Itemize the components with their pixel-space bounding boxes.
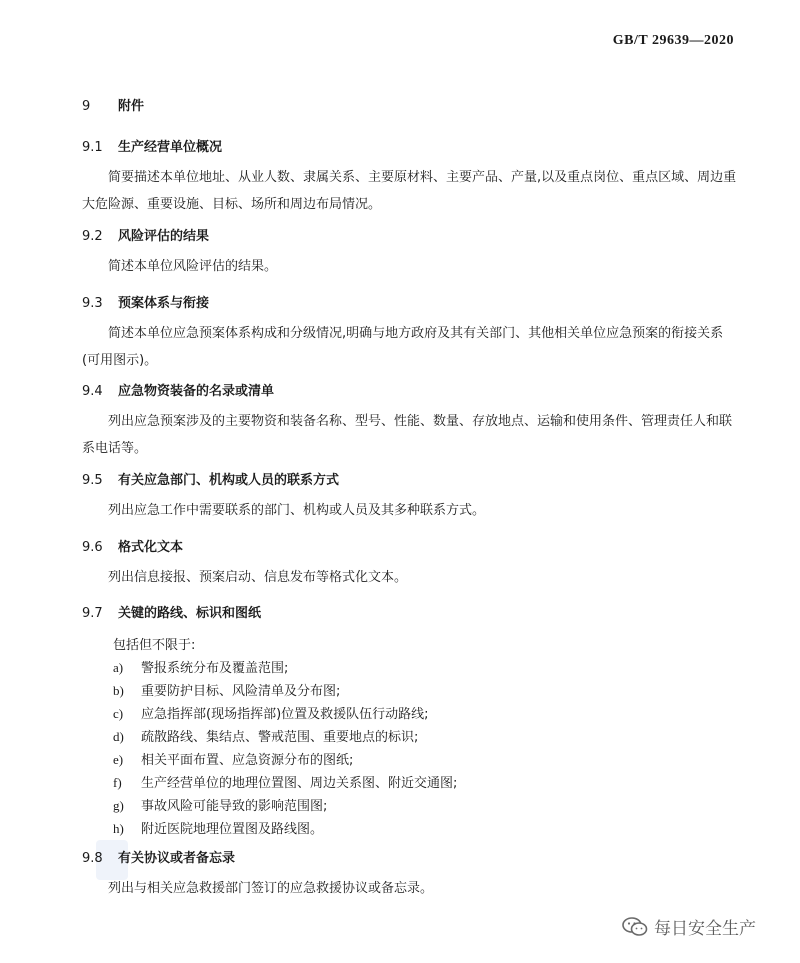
subsection-heading-9-7: 9.7 关键的路线、标识和图纸	[82, 606, 262, 621]
list-item: e) 相关平面布置、应急资源分布的图纸;	[113, 752, 354, 768]
section-heading	[82, 95, 144, 114]
list-item: h) 附近医院地理位置图及路线图。	[113, 821, 324, 837]
list-item: f) 生产经营单位的地理位置图、周边关系图、附近交通图;	[113, 775, 458, 791]
paragraph-9-4: 列出应急预案涉及的主要物资和装备名称、型号、性能、数量、存放地点、运输和使用条件、管理责任人和联系电话等。	[82, 414, 733, 456]
paragraph-9-2: 简述本单位风险评估的结果。	[108, 259, 278, 274]
subsection-heading-9-8: 9.8 有关协议或者备忘录	[82, 851, 236, 866]
paragraph-9-6: 列出信息接报、预案启动、信息发布等格式化文本。	[108, 570, 408, 585]
section-title: 附件	[118, 99, 145, 114]
subsection-heading-9-4: 9.4 应急物资装备的名录或清单	[82, 384, 275, 399]
subsection-heading-9-5: 9.5 有关应急部门、机构或人员的联系方式	[82, 473, 340, 488]
subsection-heading-9-2: 9.2 风险评估的结果	[82, 229, 210, 244]
list-item: b) 重要防护目标、风险清单及分布图;	[113, 683, 341, 699]
watermark-text: 每日安全生产	[654, 919, 756, 939]
wechat-icon	[622, 916, 648, 938]
paragraph-9-1: 简要描述本单位地址、从业人数、隶属关系、主要原材料、主要产品、产量,以及重点岗位、重点区域、周边重大危险源、重要设施、目标、场所和周边布局情况。	[82, 170, 737, 212]
list-item: d) 疏散路线、集结点、警戒范围、重要地点的标识;	[113, 729, 419, 745]
list-item: g) 事故风险可能导致的影响范围图;	[113, 798, 328, 814]
paragraph-9-8: 列出与相关应急救援部门签订的应急救援协议或备忘录。	[108, 881, 434, 896]
paragraph-9-5: 列出应急工作中需要联系的部门、机构或人员及其多种联系方式。	[108, 503, 486, 518]
paragraph-9-3: 简述本单位应急预案体系构成和分级情况,明确与地方政府及其有关部门、其他相关单位应急预案的衔接关系(可用图示)。	[82, 326, 724, 368]
subsection-heading-9-1: 9.1 生产经营单位概况	[82, 140, 223, 155]
list-item: c) 应急指挥部(现场指挥部)位置及救援队伍行动路线;	[113, 706, 429, 722]
section-number: 9	[82, 99, 91, 114]
subsection-heading-9-3: 9.3 预案体系与衔接	[82, 296, 210, 311]
document-code: GB/T 29639—2020	[612, 33, 734, 48]
list-item: a) 警报系统分布及覆盖范围;	[113, 660, 289, 676]
list-intro: 包括但不限于:	[113, 638, 196, 653]
subsection-heading-9-6: 9.6 格式化文本	[82, 540, 184, 555]
watermark	[622, 914, 756, 939]
